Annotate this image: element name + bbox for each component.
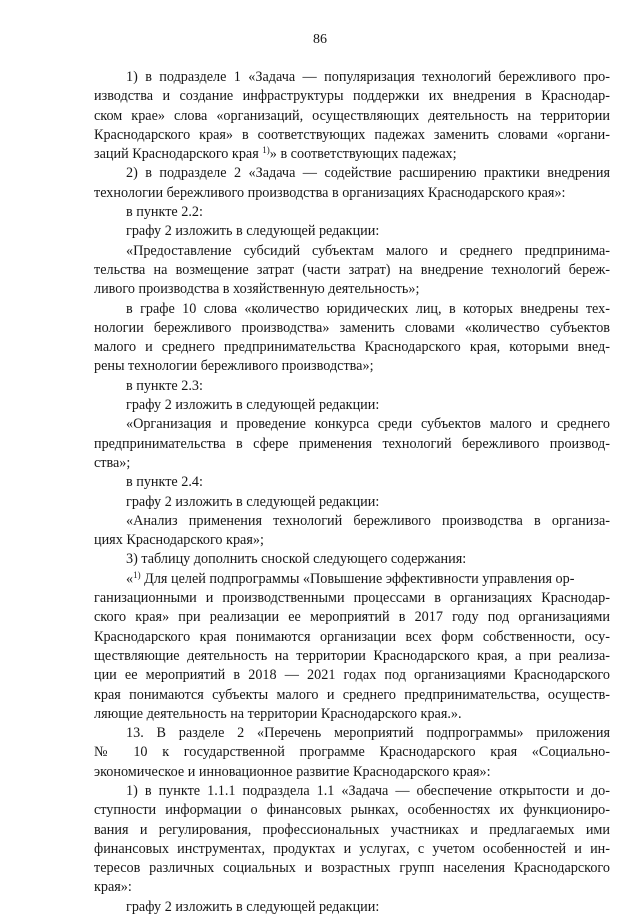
text-line: Краснодарского края понимаются организации всех форм собственности, осу- (94, 628, 610, 645)
text-line: в графе 10 слова «количество юридических лиц, в которых внедрены тех- (126, 300, 610, 317)
text-line: циях Краснодарского края»; (94, 532, 264, 549)
text-line: вания и регулирования, профессиональных участниках и предлагаемых ими (94, 821, 610, 838)
text-line: малого и среднего предпринимательства Краснодарского края, которыми внед- (94, 339, 610, 356)
text-line: в пункте 2.4: (126, 474, 203, 491)
text-line: Краснодарского края» в соответствующих падежах заменить словами «органи- (94, 126, 610, 143)
text-fragment: « (126, 570, 134, 587)
text-line: ции ее мероприятий в 2018 — 2021 годах под организациями Краснодарского (94, 667, 610, 684)
text-line: тересов различных социальных и возрастных групп населения Краснодарского (94, 860, 610, 877)
text-line: 3) таблицу дополнить сноской следующего содержания: (126, 551, 467, 568)
text-line: «Организация и проведение конкурса среди субъектов малого и среднего (126, 416, 610, 433)
text-line: ского края» при реализации ее мероприятий в 2017 году под организациями (94, 609, 610, 626)
text-line: 1) в подразделе 1 «Задача — популяризация технологий бережливого про- (126, 69, 610, 85)
text-line: изводства и создание инфраструктуры поддержки их внедрения в Краснодар- (94, 88, 610, 105)
text-line: технологии бережливого производства в организациях Краснодарского края»: (94, 184, 566, 201)
text-line (94, 570, 610, 589)
text-fragment: заций Краснодарского края (94, 146, 259, 163)
text-line: края понимаются субъекты малого и среднего предпринимательства, осуществ- (94, 686, 610, 703)
text-line: графу 2 изложить в следующей редакции: (126, 397, 380, 414)
text-line: 13. В разделе 2 «Перечень мероприятий подпрограммы» приложения (126, 725, 610, 742)
text-line: ливого производства в хозяйственную деятельность»; (94, 281, 420, 298)
text-line: ществляющие деятельность на территории Краснодарского края, а при реализа- (94, 647, 610, 664)
footnote-marker: 1) (133, 569, 141, 580)
text-line: края»: (94, 879, 132, 896)
text-fragment: Для целей подпрограммы «Повышение эффективности управления ор- (140, 570, 575, 587)
text-line: ства»; (94, 454, 131, 471)
text-fragment: » в соответствующих падежах; (269, 146, 457, 163)
text-line: ганизационными и производственными процессами в организациях Краснодар- (94, 590, 610, 607)
text-line: 2) в подразделе 2 «Задача — содействие расширению практики внедрения (126, 165, 610, 182)
text-line: графу 2 изложить в следующей редакции: (126, 223, 380, 240)
text-line: тельства на возмещение затрат (части затрат) на внедрение технологий береж- (94, 261, 610, 278)
text-line (94, 145, 610, 164)
text-line: «Анализ применения технологий бережливого производства в организа- (126, 512, 610, 529)
text-line: графу 2 изложить в следующей редакции: (126, 493, 380, 510)
document-body (94, 68, 610, 917)
text-line: ляющие деятельность на территории Краснодарского края.». (94, 705, 462, 722)
text-line: в пункте 2.2: (126, 204, 203, 221)
text-line: 1) в пункте 1.1.1 подраздела 1.1 «Задача — обеспечение открытости и до- (126, 782, 610, 799)
text-line: графу 2 изложить в следующей редакции: (126, 898, 380, 915)
text-line: в пункте 2.3: (126, 377, 203, 394)
text-line: финансовых инструментах, продуктах и услугах, с учетом особенностей и ин- (94, 840, 610, 857)
text-line: экономическое и инновационное развитие Краснодарского края»: (94, 763, 491, 780)
text-line: предпринимательства в сфере применения технологий бережливого производ- (94, 435, 610, 452)
page-number: 86 (313, 32, 327, 47)
text-line: № 10 к государственной программе Краснодарского края «Социально- (94, 744, 610, 761)
text-line: «Предоставление субсидий субъектам малого и среднего предпринима- (126, 242, 610, 259)
text-line: рены технологии бережливого производства»; (94, 358, 374, 375)
text-line: ступности информации о финансовых рынках, особенностях их функциониро- (94, 802, 610, 819)
footnote-marker: 1) (262, 145, 270, 156)
text-line: ском крае» слова «организаций, осуществляющих деятельность на территории (94, 107, 610, 124)
text-line: нологии бережливого производства» заменить словами «количество субъектов (94, 319, 610, 336)
